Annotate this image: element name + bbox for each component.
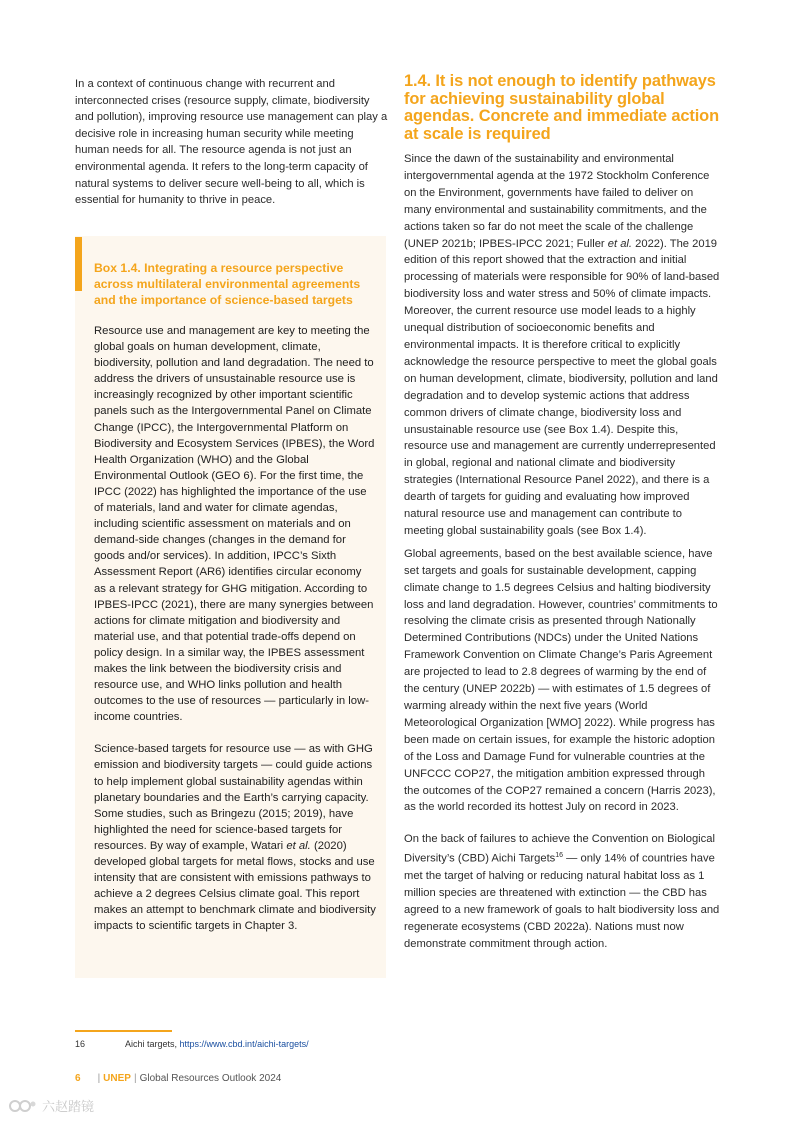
footnote-number: 16 <box>75 1039 86 1049</box>
box-1-4 <box>75 236 386 978</box>
box-paragraph-2: Science-based targets for resource use — as with GHG emission and biodiversity targets — could guide actions to help implement global sustainability agendas within planetary boundaries and the Earth’s carrying capacity. Some studies, such as Bringezu (2015; 2019), have highlighted the need for science-based targets for resources. By way of example, Watari et al. (2020) developed global targets for metal flows, stocks and use intensity that are consistent with emissions pathways to achieve a 2 degrees Celsius climate goal. This report makes an attempt to benchmark climate and biodiversity impacts to scientific targets in Chapter 3. <box>94 743 376 933</box>
section-paragraph-3: On the back of failures to achieve the Convention on Biological Diversity’s (CBD) Aichi Targets$^{16}$ — only 14% of countries have met the target of halving or reducing natural habitat loss as 1 million species are threatened with extinction — the CBD has agreed to a new framework of goals to halt biodiversity loss and regenerate ecosystems (CBD 2022a). Nations must now demonstrate commitment through action. <box>404 833 720 950</box>
page-number: 6 <box>75 1073 81 1084</box>
section-paragraph-1: Since the dawn of the sustainability and environmental intergovernmental agenda at the 1972 Stockholm Conference on the Environment, governments have failed to deliver on many environmental and sustainability commitments, and the actions taken so far do not meet the scale of the challenge (UNEP 2021b; IPBES-IPCC 2021; Fuller et al. 2022). The 2019 edition of this report showed that the extraction and initial processing of materials were responsible for 90% of land-based biodiversity loss and water stress and 50% of climate impacts. Moreover, the current resource use model leads to a highly unequal distribution of socioeconomic benefits and environmental impacts. It is therefore critical to explicitly acknowledge the resource perspective to meet the global goals on human development, climate, biodiversity, pollution and land degradation and to develop systemic actions that address common drivers of climate change, biodiversity loss and unsustainable resource use (see Box 1.4). Despite this, resource use and management are currently underrepresented in global, regional and national climate and biodiversity strategies (International Resource Panel 2022), and there is a dearth of targets for guiding and evaluating how improved natural resource use and management can contribute to meeting global sustainability goals (see Box 1.4). <box>404 153 720 537</box>
watermark-logo-icon <box>8 1098 38 1114</box>
page-footer <box>75 1073 281 1084</box>
watermark <box>8 1096 94 1115</box>
footnote <box>75 1039 309 1049</box>
watermark-text: 六赵踏镜 <box>42 1099 95 1114</box>
box-title: Box 1.4. Integrating a resource perspective across multilateral environmental agreements and the importance of science-based targets <box>94 261 361 307</box>
footnote-link[interactable]: https://www.cbd.int/aichi-targets/ <box>179 1039 309 1049</box>
footer-title: Global Resources Outlook 2024 <box>139 1073 282 1084</box>
section-heading: 1.4. It is not enough to identify pathways for achieving sustainability global agendas. Concrete and immediate action at scale is required <box>404 72 719 143</box>
box-paragraph-1: Resource use and management are key to meeting the global goals on human development, climate, biodiversity, pollution and land degradation. The need to address the drivers of unsustainable resource use is increasingly recognized by other important scientific panels such as the Intergovernmental Panel on Climate Change (IPCC), the Intergovernmental Platform on Biodiversity and Ecosystem Services (IPBES), the Word Health Organization (WHO) and the Global Environmental Outlook (GEO 6). For the first time, the IPCC (2022) has highlighted the importance of the use of materials, land and water for climate agendas, including scientific assessment on materials and on demand-side changes (changes in the demand for goods and/or services). In addition, IPCC’s Sixth Assessment Report (AR6) identifies circular economy as a relevant strategy for GHG mitigation. According to IPBES-IPCC (2021), there are many synergies between actions for climate mitigation and biodiversity and material use, and that potential trade-offs depend on policy design. In a similar way, the IPBES assessment makes the link between the biodiversity crisis and resource use, and WHO links pollution and health outcomes to the use of resources — particularly in low-income countries. <box>94 325 375 724</box>
intro-paragraph: In a context of continuous change with recurrent and interconnected crises (resource supply, climate, biodiversity and pollution), improving resource use management can play a decisive role in increasing human security while meeting human needs for all. The resource agenda is not just an environmental agenda. It refers to the long-term capacity of natural systems to deliver secure well-being to all, which is essential for humanity to thrive in peace. <box>75 78 388 207</box>
box-accent-bar <box>75 237 82 291</box>
intro-section <box>75 76 389 209</box>
section-1-4 <box>404 73 720 952</box>
footnote-text: Aichi targets, <box>125 1039 180 1049</box>
section-paragraph-2: Global agreements, based on the best available science, have set targets and goals for sustainable development, capping climate change to 1.5 degrees Celsius and halting biodiversity loss and land degradation. However, countries’ commitments to resolving the climate crisis as presented through Nationally Determined Contributions (NDCs) under the United Nations Framework Convention on Climate Change’s Paris Agreement are projected to lead to 2.8 degrees of warming by the end of the century (UNEP 2022b) — with estimates of 1.5 degrees of warming already within the next five years (World Meteorological Organization [WMO] 2022). While progress has been made on certain issues, for example the historic adoption of the Loss and Damage Fund for vulnerable countries at the UNFCCC COP27, the mitigation ambition expressed through the outcomes of the COP27 remained a concern (Harris 2023), as the world recorded its hottest July on record in 2023. <box>404 547 718 814</box>
footnote-divider <box>75 1030 172 1032</box>
footer-separator: | <box>97 1073 101 1084</box>
footer-separator: | <box>133 1073 137 1084</box>
footer-brand: UNEP <box>103 1073 131 1084</box>
box-body <box>94 323 376 934</box>
footnote-ref-16[interactable]: 16 <box>555 852 564 860</box>
